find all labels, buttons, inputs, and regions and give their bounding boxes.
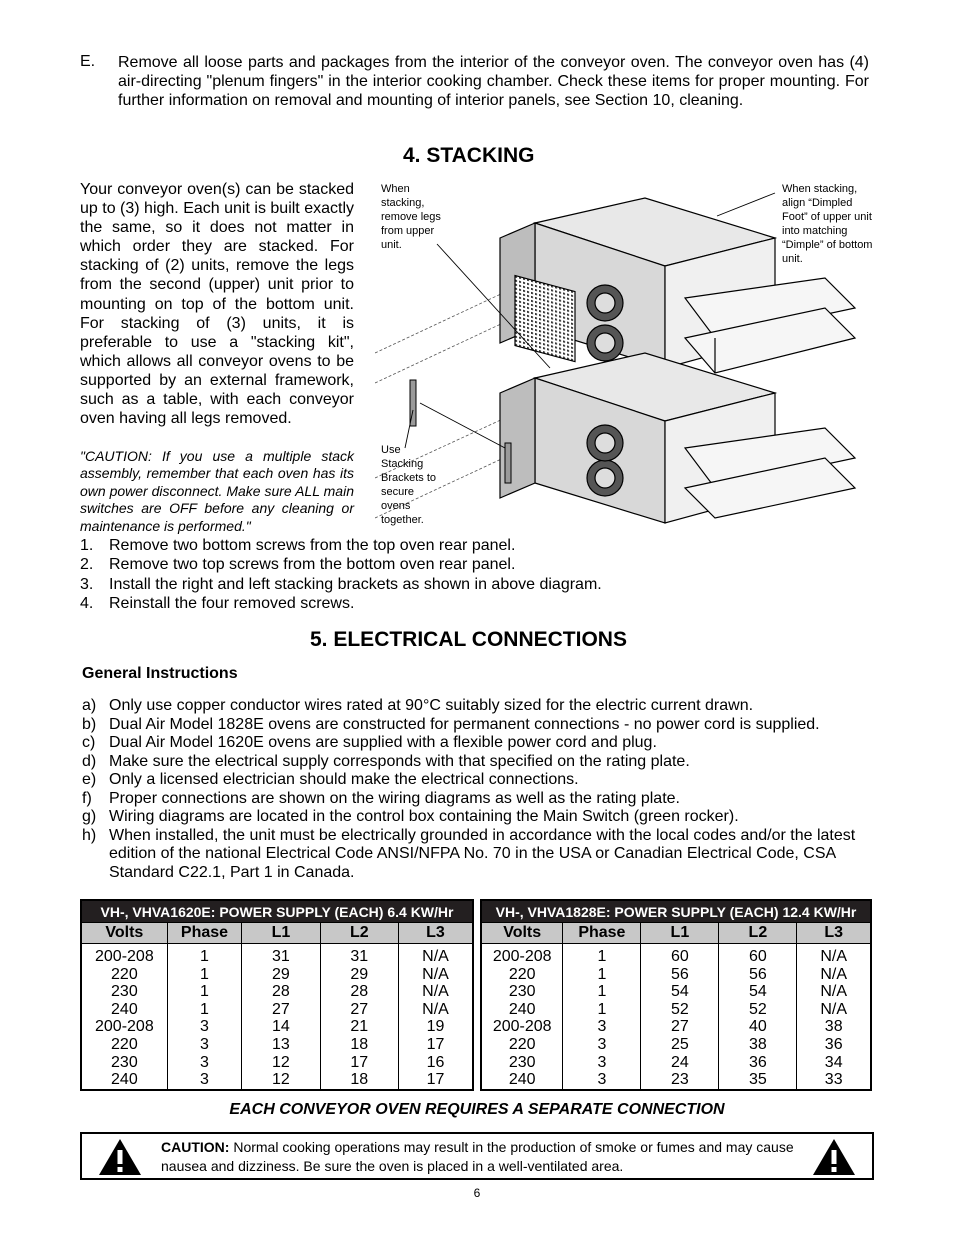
list-item: c) Dual Air Model 1620E ovens are supplied with a flexible power cord and plug. [82,734,657,751]
align-foot-label: When stacking, align “Dimpled Foot” of upper unit into matching “Dimple” of bottom unit. [782,183,873,265]
column-header: L2 [719,923,797,944]
caution-text: CAUTION: Normal cooking operations may result in the production of smoke or fumes and may cause nausea and dizziness. Be sure the oven is placed in a well-ventilated area. [161,1139,794,1174]
l2-column: 31 29 28 27 21 18 17 18 [320,944,398,1090]
l3-column: N/A N/A N/A N/A 19 17 16 17 [398,944,473,1090]
list-item: 2. Remove two top screws from the bottom oven rear panel. [80,556,516,574]
page-number: 6 [473,1186,481,1200]
column-header: Volts [481,923,563,944]
brackets-label: Use Stacking Brackets to secure ovens together. [381,444,437,526]
remove-legs-label: When stacking, remove legs from upper unit. [381,183,441,251]
l2-column: 60 56 54 52 40 38 36 35 [719,944,797,1090]
table-title: VH-, VHVA1828E: POWER SUPPLY (EACH) 12.4 KW/Hr [481,900,871,923]
column-header: Volts [81,923,167,944]
lower-oven [500,353,855,523]
stacking-caution: "CAUTION: If you use a multiple stack assembly, remember that each oven has its own power disconnect. Make sure ALL main switches are OFF before any cleaning or maintenance is performed." [80,448,354,534]
table-title: VH-, VHVA1620E: POWER SUPPLY (EACH) 6.4 KW/Hr [81,900,473,923]
list-item: 1. Remove two bottom screws from the top oven rear panel. [80,537,516,554]
list-item: 3. Install the right and left stacking brackets as shown in above diagram. [80,575,602,593]
list-item: 4. Reinstall the four removed screws. [80,595,355,613]
list-item: a) Only use copper conductor wires rated at 90°C suitably sized for the electric current drawn. [82,697,754,714]
list-item: g) Wiring diagrams are located in the control box containing the Main Switch (green rocker). [82,808,739,825]
stacking-diagram [375,178,875,530]
phase-column: 1 1 1 1 3 3 3 3 [167,944,241,1090]
stacking-heading: 4. STACKING [403,144,535,167]
list-item: e) Only a licensed electrician should make the electrical connections. [82,771,579,788]
list-item: h) When installed, the unit must be electrically grounded in accordance with the local codes and/or the latest edition of the national Electrical Code ANSI/NFPA No. 70 in the USA or Canadian Electrical Code, CSA Standard C22.1, Part 1 in Canada. [82,826,856,881]
l1-column: 60 56 54 52 27 25 24 23 [641,944,719,1090]
power-table-1828e [480,899,872,1091]
caution-box [80,1132,874,1180]
stacking-body: Your conveyor oven(s) can be stacked up to (3) high. Each unit is built exactly the same, so it does not matter in which order they are stacked. For stacking of (2) units, remove the legs from the second (upper) unit prior to mounting on top of the bottom unit. For stacking of (3) units, it is preferable to use a "stacking kit", which allows all conveyor ovens to be supported by an external framework, such as a table, with each conveyor oven having all legs removed. [80,181,354,428]
column-header: L1 [641,923,719,944]
item-e-text: Remove all loose parts and packages from the interior of the conveyor oven. The conveyor oven has (4) air-directing "plenum fingers" in the interior cooking chamber. Check these items for proper mounting. For further information on removal and mounting of interior panels, see Section 10, cleaning. [118,54,869,109]
list-item: d) Make sure the electrical supply corresponds with that specified on the rating plate. [82,752,690,770]
column-header: Phase [167,923,241,944]
electrical-heading: 5. ELECTRICAL CONNECTIONS [310,628,627,651]
column-header: L3 [797,923,871,944]
stacking-steps [80,536,602,614]
volts-column: 200-208 220 230 240 200-208 220 230 240 [81,944,167,1090]
list-item: b) Dual Air Model 1828E ovens are constructed for permanent connections - no power cord is supplied. [82,715,820,733]
warning-icon [98,1138,142,1176]
phase-column: 1 1 1 1 3 3 3 3 [563,944,641,1090]
power-table-1620e [80,899,474,1091]
column-header: L1 [242,923,320,944]
electrical-instructions [82,697,882,882]
column-header: L2 [320,923,398,944]
l3-column: N/A N/A N/A N/A 38 36 34 33 [797,944,871,1090]
item-e-label: E. [80,53,96,70]
l1-column: 31 29 28 27 14 13 12 12 [242,944,320,1090]
separate-connection-note: EACH CONVEYOR OVEN REQUIRES A SEPARATE CONNECTION [229,1101,725,1118]
list-item: f) Proper connections are shown on the wiring diagrams as well as the rating plate. [82,789,680,807]
column-header: L3 [398,923,473,944]
volts-column: 200-208 220 230 240 200-208 220 230 240 [481,944,563,1090]
warning-icon [812,1138,856,1176]
caution-label: CAUTION: [161,1139,230,1155]
general-instructions-heading: General Instructions [82,665,238,682]
column-header: Phase [563,923,641,944]
